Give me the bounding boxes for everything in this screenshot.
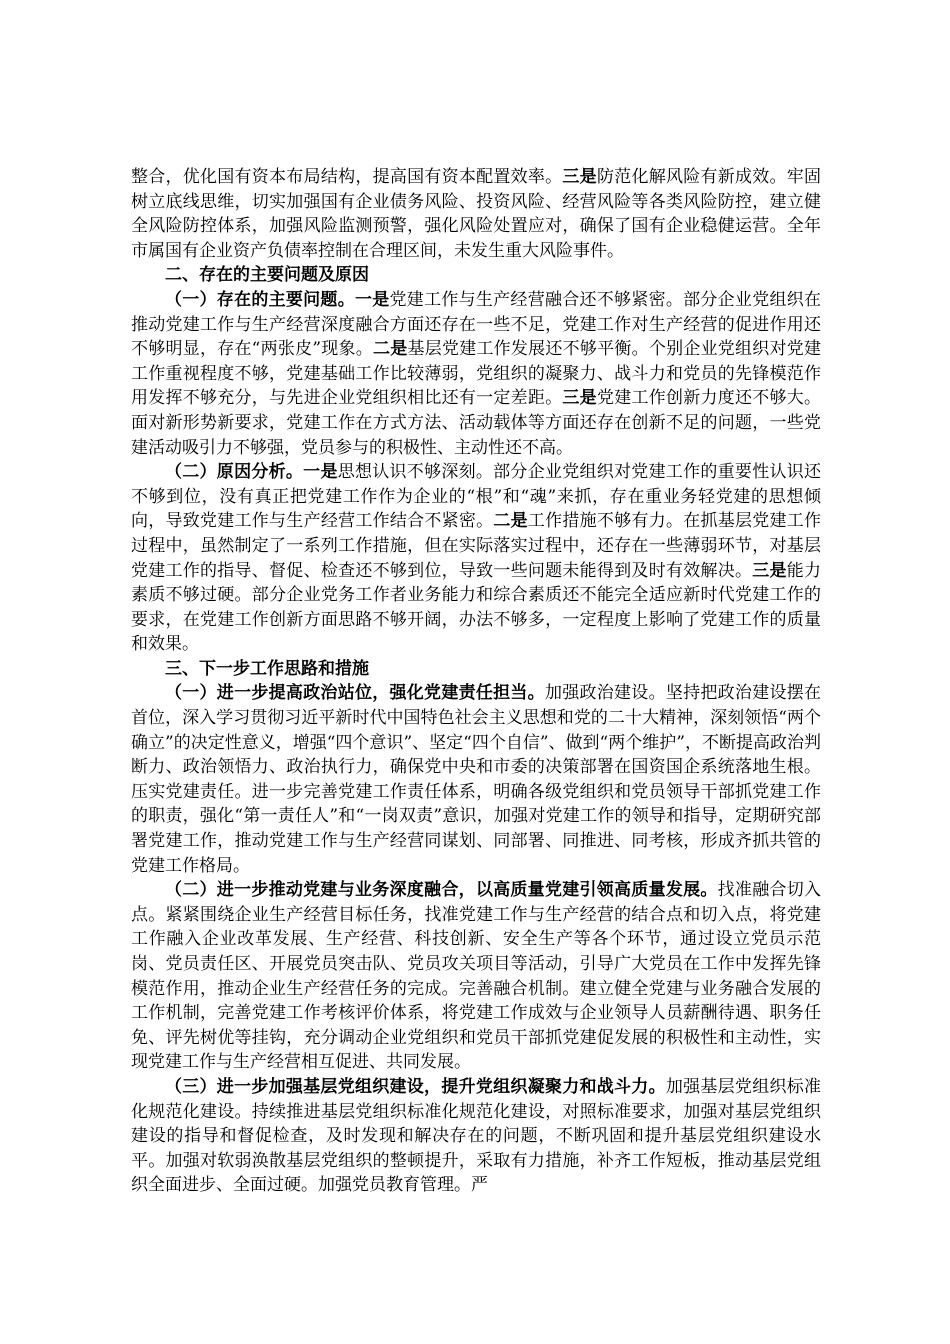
section-heading-next-steps — [131, 657, 821, 682]
text-run: 工作措施不够有力。在抓基层党建工作过程中，虽然制定了一系列工作措施，但在实际落实过程中，还存在一些薄弱环节，对基层党建工作的指导、督促、检查还不够到位，导致一些问题未能得到及时有效解决。 — [131, 511, 822, 581]
text-run: 整合，优化国有资本布局结构，提高国有资本配置效率。 — [131, 167, 563, 187]
paragraph-grassroots-organization — [131, 1075, 821, 1198]
bold-text-run: （一）进一步提高政治站位，强化党建责任担当。 — [165, 683, 545, 704]
bold-text-run: 二是 — [493, 511, 528, 532]
text-run: 加强基层党组织标准化规范化建设。持续推进基层党组织标准化规范化建设，对照标准要求，加强对基层党组织建设的指导和督促检查，及时发现和解决存在的问题，不断巩固和提升基层党组织建设水平。加强对软弱涣散基层党组织的整顿提升，采取有力措施，补齐工作短板，推动基层党组织全面进步、全面过硬。加强党员教育管理。严 — [131, 1076, 822, 1196]
bold-text-run: 三、下一步工作思路和措施 — [165, 658, 369, 679]
text-run: 找准融合切入点。紧紧围绕企业生产经营目标任务，找准党建工作与生产经营的结合点和切入点，将党建工作融入企业改革发展、生产经营、科技创新、安全生产等各个环节，通过设立党员示范岗、党员责任区、开展党员突击队、党员攻关项目等活动，引导广大党员在工作中发挥先锋模范作用，推动企业生产经营任务的完成。完善融合机制。建立健全党建与业务融合发展的工作机制，完善党建工作考核评价体系，将党建工作成效与企业领导人员薪酬待遇、职务任免、评先树优等挂钩，充分调动企业党组织和党员干部抓党建促发展的积极性和主动性，实现党建工作与生产经营相互促进、共同发展。 — [131, 880, 822, 1073]
bold-text-run: 三是 — [562, 167, 597, 187]
text-run: 能力素质不够过硬。部分企业党务工作者业务能力和综合素质还不能完全适应新时代党建工作的要求，在党建工作创新方面思路不够开阔，办法不够多，一定程度上影响了党建工作的质量和效果。 — [131, 560, 822, 655]
bold-text-run: （三）进一步加强基层党组织建设，提升党组织凝聚力和战斗力。 — [165, 1076, 666, 1097]
bold-text-run: 一是 — [354, 289, 390, 310]
bold-text-run: （二）原因分析。 — [165, 462, 304, 483]
text-run: 党建工作与生产经营融合还不够紧密。部分企业党组织在推动党建工作与生产经营深度融合方面还存在一些不足，党建工作对生产经营的促进作用还不够明显，存在“两张皮”现象。 — [131, 289, 822, 360]
paragraph-cause-analysis — [131, 460, 821, 657]
paragraph-party-business-integration — [131, 878, 821, 1075]
section-heading-problems — [131, 263, 821, 288]
bold-text-run: 二、存在的主要问题及原因 — [165, 265, 369, 286]
bold-text-run: （一）存在的主要问题。 — [165, 289, 355, 310]
text-run: 思想认识不够深刻。部分企业党组织对党建工作的重要性认识还不够到位，没有真正把党建工作作为企业的“根”和“魂”来抓，存在重业务轻党建的思想倾向，导致党建工作与生产经营工作结合不紧密。 — [131, 462, 822, 532]
bold-text-run: 三是 — [752, 560, 787, 581]
paragraph-risk-prevention — [131, 165, 821, 263]
bold-text-run: （二）进一步推动党建与业务深度融合，以高质量党建引领高质量发展。 — [165, 880, 718, 901]
text-run: 基层党建工作发展还不够平衡。个别企业党组织对党建工作重视程度不够，党建基础工作比较薄弱，党组织的凝聚力、战斗力和党员的先锋模范作用发挥不够充分，与先进企业党组织相比还有一定差距。 — [131, 339, 822, 409]
document-page — [131, 165, 821, 1198]
bold-text-run: 一是 — [303, 462, 338, 483]
bold-text-run: 三是 — [562, 388, 597, 409]
bold-text-run: 二是 — [373, 339, 408, 360]
text-run: 防范化解风险有新成效。牢固树立底线思维，切实加强国有企业债务风险、投资风险、经营风险等各类风险防控，建立健全风险防控体系，加强风险监测预警，强化风险处置应对，确保了国有企业稳健运营。全年市属国有企业资产负债率控制在合理区间，未发生重大风险事件。 — [131, 167, 822, 261]
paragraph-political-stance — [131, 681, 821, 878]
text-run: 党建工作创新力度还不够大。面对新形势新要求，党建工作在方式方法、活动载体等方面还存在创新不足的问题，一些党建活动吸引力不够强，党员参与的积极性、主动性还不高。 — [131, 388, 822, 458]
paragraph-main-problems — [131, 288, 821, 460]
text-run: 加强政治建设。坚持把政治建设摆在首位，深入学习贯彻习近平新时代中国特色社会主义思想和党的二十大精神，深刻领悟“两个确立”的决定性意义，增强“四个意识”、坚定“四个自信”、做到“两个维护”，不断提高政治判断力、政治领悟力、政治执行力，确保党中央和市委的决策部署在国资国企系统落地生根。压实党建责任。进一步完善党建工作责任体系，明确各级党组织和党员领导干部抓党建工作的职责，强化“第一责任人”和“一岗双责”意识，加强对党建工作的领导和指导，定期研究部署党建工作，推动党建工作与生产经营同谋划、同部署、同推进、同考核，形成齐抓共管的党建工作格局。 — [131, 683, 822, 876]
